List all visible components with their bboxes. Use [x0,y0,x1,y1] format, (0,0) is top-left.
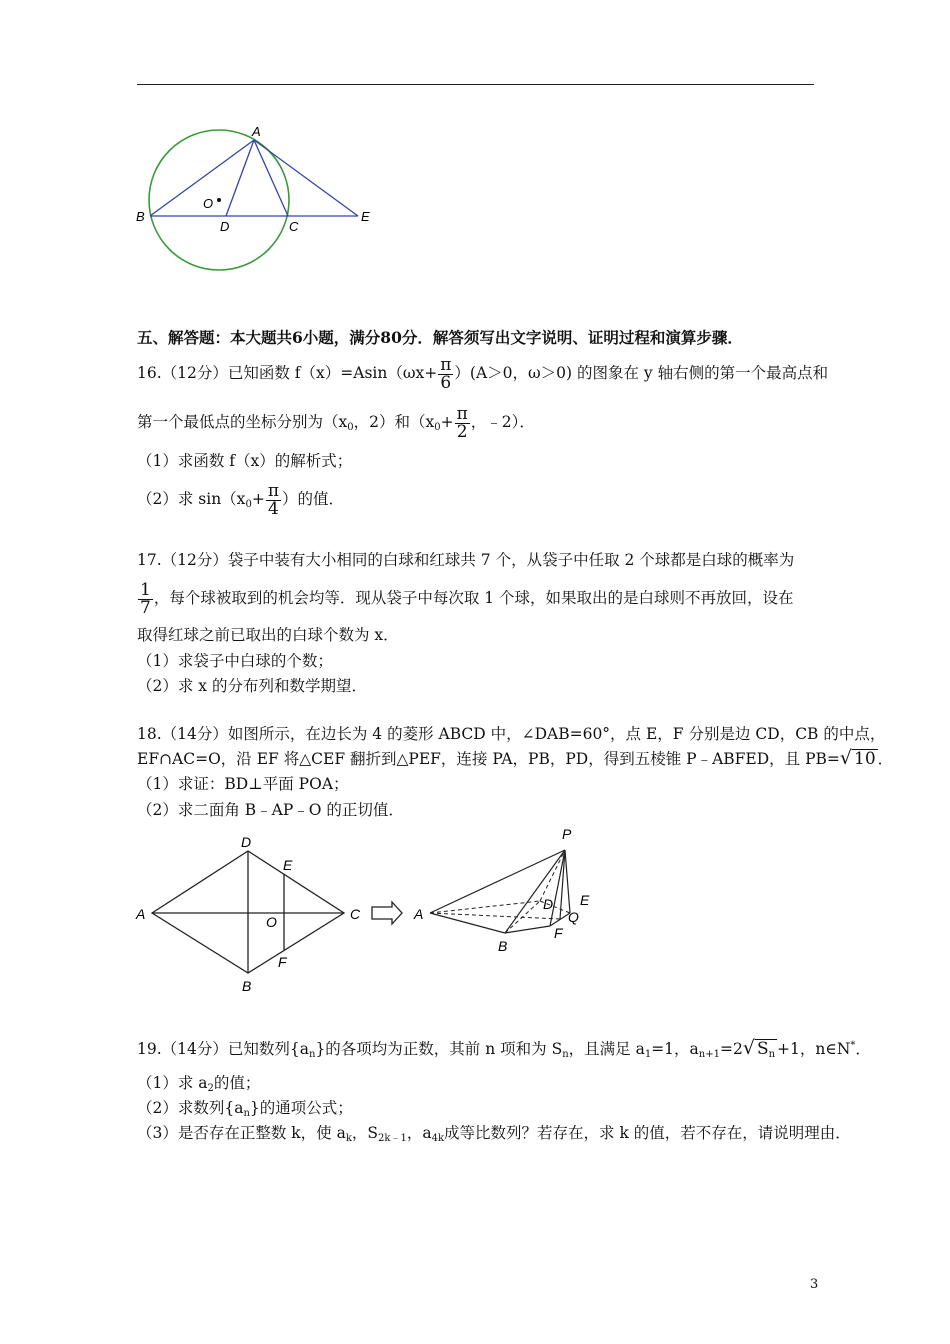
q18-line2: EF∩AC=O，沿 EF 将△CEF 翻折到△PEF，连接 PA，PB，PD，得到五棱锥 P﹣ABFED，且 PB=√ 10 ． [137,747,894,769]
q16-line1: 16.（12分）已知函数 f（x）=Asin（ωx+ $\frac{\pi}{6}$ ）(A＞0，ω＞0) 的图象在 y 轴右侧的第一个最高点和 [137,354,829,393]
lbl-e: E [283,857,293,873]
lbl-b: B [242,978,252,994]
segment-ac [254,140,288,216]
lbl-d: D [241,834,252,850]
q18-part2: （2）求二面角 B﹣AP﹣O 的正切值． [137,801,404,819]
circle-triangle-figure [130,120,380,280]
label-e: E [361,209,370,224]
section-heading: 五、解答题：本大题共6小题，满分80分．解答须写出文字说明、证明过程和演算步骤． [137,328,743,347]
q16-part1: （1）求函数 f（x）的解析式； [137,452,353,470]
q17-line1: 17.（12分）袋子中装有大小相同的白球和红球共 7 个，从袋子中任取 2 个球都是白球的概率为 [137,551,795,569]
center-point [217,198,221,202]
label-b: B [136,209,145,224]
q19-line1: 19.（14分）已知数列$\{a_n\}$的各项均为正数，其前 n 项和为 $S_n$，且满足 $a_1=1$，$a_{n+1}=2√$ $S_n +1$，n∈N*． [137,1036,871,1065]
q19-part3: （3）是否存在正整数 k，使 $a_k$，$S_{2k﹣1}$，$a_{4k}$成等比数列？若存在，求 k 的值，若不存在，请说明理由． [137,1124,851,1144]
lbl-o: O [266,914,277,930]
label-o: O [203,196,214,211]
lbl-a2: A [414,906,424,922]
page-number: 3 [810,1277,819,1292]
lbl-d2: D [543,896,554,912]
lbl-q2: Q [568,909,579,925]
label-d: D [220,219,230,234]
label-a: A [252,124,261,139]
q19-part1: （1）求 $a_2$的值； [137,1074,261,1094]
q16-part2: （2）求 $\sin(x_0+$ $\frac{\pi}{4}$ ）的值． [137,480,345,519]
q17-line2: $\frac{1}{7}$ ，每个球被取到的机会均等．现从袋子中每次取 1 个球，如果取出的是白球则不再放回，设在 [140,579,794,618]
arrow-icon [372,902,402,924]
lbl-a: A [136,906,146,922]
lbl-f: F [278,954,287,970]
lbl-p: P [562,826,572,842]
segment-ae [254,140,358,216]
lbl-b2: B [498,938,508,954]
q17-part2: （2）求 x 的分布列和数学期望． [137,677,367,695]
header-rule [137,84,814,85]
q18-line1: 18.（14分）如图所示，在边长为 4 的菱形 ABCD 中，∠DAB=60°，点 E，F 分别是边 CD，CB 的中点， [137,725,886,743]
segment-ad [226,140,254,216]
q19-part2: （2）求数列$\{a_n\}$的通项公式； [137,1099,353,1119]
q18-part1: （1）求证：BD⊥平面 POA； [137,775,349,793]
rhombus-pyramid-figure [130,825,610,1000]
q17-line3: 取得红球之前已取出的白球个数为 x． [137,626,399,644]
q16-line2: 第一个最低点的坐标分别为（$x_0$，2）和（$x_0+$ $\frac{\pi}{2}$ ，﹣2）． [137,403,535,442]
lbl-e2: E [580,892,590,908]
lbl-f2: F [554,925,563,941]
lbl-c: C [350,906,361,922]
segment-ab [150,140,254,216]
q17-part1: （1）求袋子中白球的个数； [137,652,333,670]
label-c: C [289,219,299,234]
